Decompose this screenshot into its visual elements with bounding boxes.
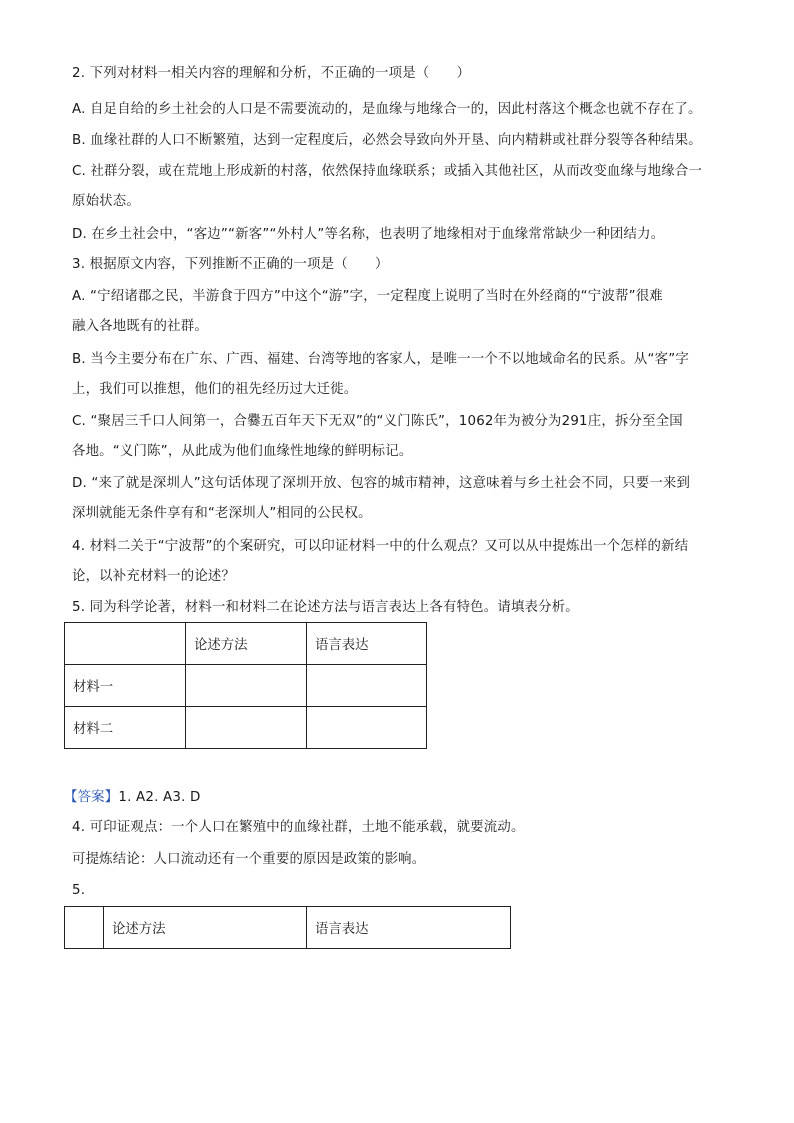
cell-material2-method <box>186 707 307 749</box>
q2-option-a: A. 自足自给的乡土社会的人口是不需要流动的，是血缘与地缘合一的，因此村落这个概念也就不存在了。 <box>72 102 702 117</box>
q3-option-d-line1: D. “来了就是深圳人”这句话体现了深圳开放、包容的城市精神，这意味着与乡土社会不同，只要一来到 <box>72 476 691 491</box>
table-row <box>65 707 427 749</box>
q5-stem: 5. 同为科学论著，材料一和材料二在论述方法与语言表达上各有特色。请填表分析。 <box>72 600 579 615</box>
table-corner-cell <box>65 623 186 665</box>
table-header-row <box>65 907 511 949</box>
answer-choices: 1. A2. A3. D <box>118 790 201 805</box>
q4-stem-line2: 论，以补充材料一的论述？ <box>72 569 236 584</box>
row-label-material1: 材料一 <box>65 665 186 707</box>
table-row <box>65 665 427 707</box>
q4-stem-line1: 4. 材料二关于“宁波帮”的个案研究，可以印证材料一中的什么观点？又可以从中提炼出一个怎样的新结 <box>72 539 689 554</box>
q3-option-b-line2: 上，我们可以推想，他们的祖先经历过大迁徙。 <box>72 382 358 397</box>
answer-q4-conclusion: 可提炼结论：人口流动还有一个重要的原因是政策的影响。 <box>72 852 426 867</box>
table-header-method: 论述方法 <box>186 623 307 665</box>
q5-analysis-table <box>64 622 427 749</box>
q3-option-c-line1: C. “聚居三千口人间第一，合爨五百年天下无双”的“义门陈氏”，1062年为被分为291庄，拆分至全国 <box>72 414 683 429</box>
q3-option-b-line1: B. 当今主要分布在广东、广西、福建、台湾等地的客家人，是唯一一个不以地域命名的民系。从“客”字 <box>72 352 689 367</box>
q3-option-a-line2: 融入各地既有的社群。 <box>72 319 208 334</box>
answer-q5-label: 5. <box>72 883 86 898</box>
q2-option-d: D. 在乡土社会中，“客边”“新客”“外村人”等名称，也表明了地缘相对于血缘常常缺少一种团结力。 <box>72 227 665 242</box>
q2-option-c-line1: C. 社群分裂，或在荒地上形成新的村落，依然保持血缘联系；或插入其他社区，从而改变血缘与地缘合一 <box>72 164 703 179</box>
answer-q5-table <box>64 906 511 949</box>
table-header-language: 语言表达 <box>307 623 427 665</box>
cell-material2-language <box>307 707 427 749</box>
q2-option-b: B. 血缘社群的人口不断繁殖，达到一定程度后，必然会导致向外开垦、向内精耕或社群分裂等各种结果。 <box>72 133 702 148</box>
cell-material1-language <box>307 665 427 707</box>
table-header-method: 论述方法 <box>104 907 307 949</box>
q2-option-c-line2: 原始状态。 <box>72 194 140 209</box>
q3-option-c-line2: 各地。“义门陈”，从此成为他们血缘性地缘的鲜明标记。 <box>72 444 413 459</box>
q3-option-a-line1: A. “宁绍诸郡之民，半游食于四方”中这个“游”字，一定程度上说明了当时在外经商的“宁波帮”很难 <box>72 289 663 304</box>
table-header-language: 语言表达 <box>307 907 511 949</box>
table-header-row <box>65 623 427 665</box>
q3-option-d-line2: 深圳就能无条件享有和“老深圳人”相同的公民权。 <box>72 506 372 521</box>
answer-tag: 【答案】 <box>64 790 119 805</box>
q2-stem: 2. 下列对材料一相关内容的理解和分析，不正确的一项是（ ） <box>72 66 471 81</box>
row-label-material2: 材料二 <box>65 707 186 749</box>
answer-q4-viewpoint: 4. 可印证观点：一个人口在繁殖中的血缘社群，土地不能承载，就要流动。 <box>72 820 525 835</box>
cell-material1-method <box>186 665 307 707</box>
table-corner-cell <box>65 907 104 949</box>
answer-line1 <box>64 789 201 807</box>
q3-stem: 3. 根据原文内容，下列推断不正确的一项是（ ） <box>72 257 389 272</box>
